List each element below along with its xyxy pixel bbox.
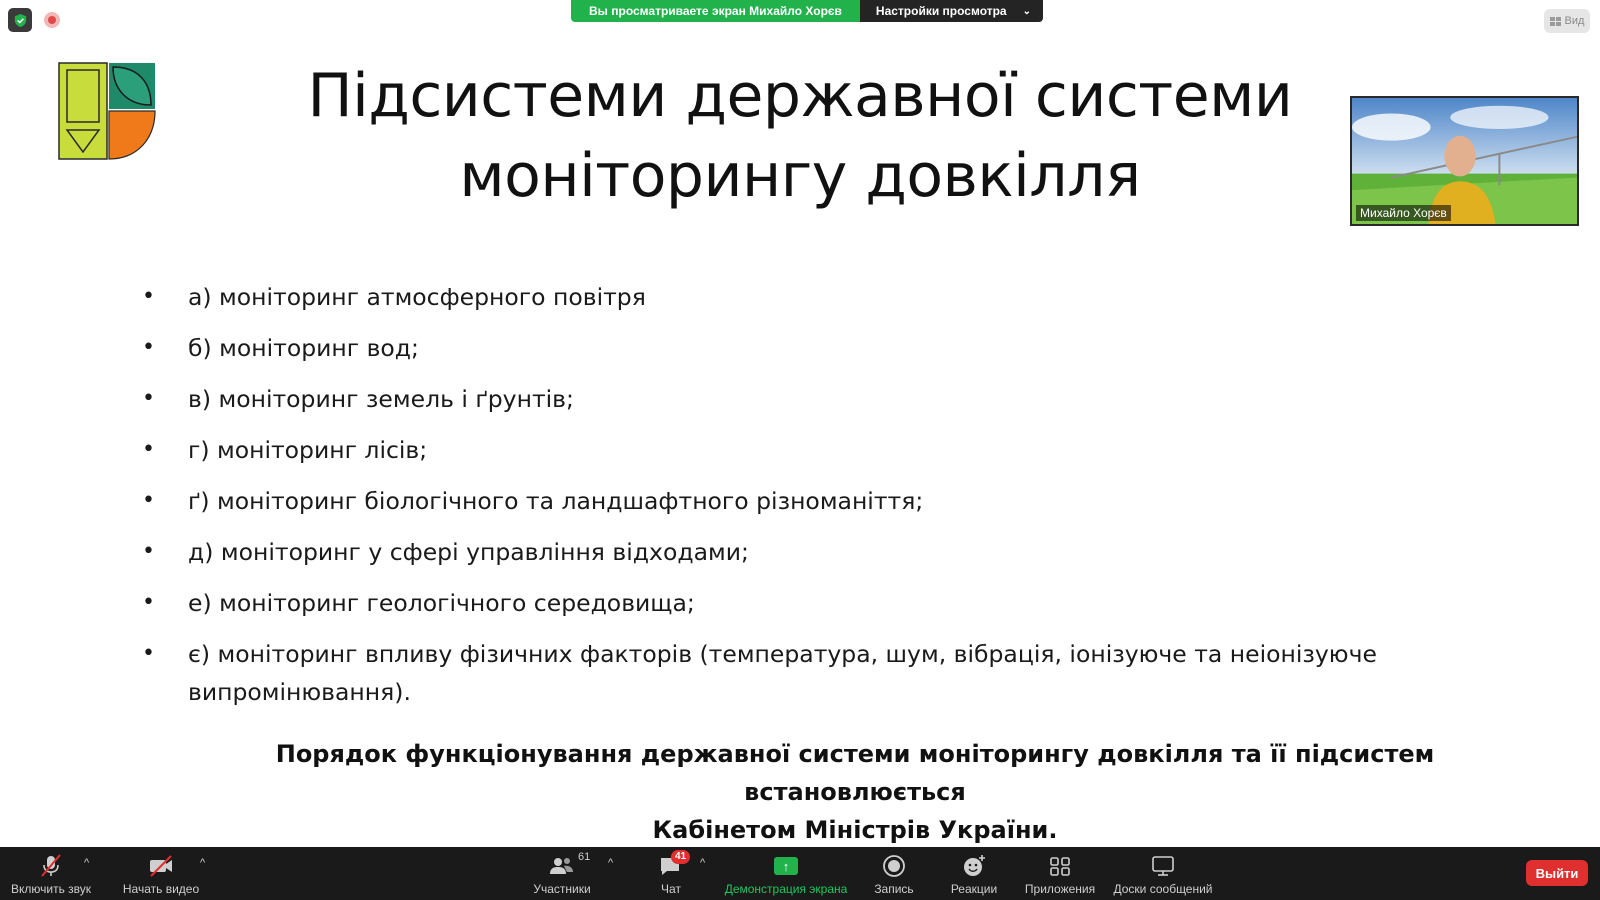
participants-count: 61 [578, 851, 591, 863]
recording-indicator-icon[interactable] [44, 12, 60, 28]
slide-title-line-1: Підсистеми державної системи [307, 61, 1293, 131]
start-video-label: Начать видео [122, 882, 200, 896]
chat-button[interactable] [650, 847, 692, 900]
participants-label: Участники [533, 882, 591, 896]
unmute-button[interactable] [8, 847, 94, 900]
apps-icon [1046, 853, 1074, 879]
participants-icon [548, 851, 591, 879]
view-button[interactable] [1544, 9, 1590, 33]
participants-button[interactable] [522, 847, 602, 900]
video-options-caret-icon[interactable]: ^ [200, 857, 206, 869]
view-options-label: Настройки просмотра [875, 4, 1007, 18]
list-item: • д) моніторинг у сфері управління відходами; [140, 533, 1420, 571]
whiteboard-icon [1149, 853, 1177, 879]
record-icon [880, 853, 908, 879]
meeting-toolbar [0, 847, 1600, 900]
grid-icon [1550, 17, 1561, 26]
unmute-label: Включить звук [10, 882, 92, 896]
slide-title-line-2: моніторингу довкілля [459, 141, 1141, 211]
list-item: • а) моніторинг атмосферного повітря [140, 278, 1420, 316]
chat-icon [657, 853, 685, 879]
record-button[interactable] [868, 847, 920, 900]
audio-options-caret-icon[interactable]: ^ [84, 857, 90, 869]
chat-unread-badge: 41 [671, 850, 690, 864]
record-label: Запись [874, 882, 914, 896]
share-screen-button[interactable] [722, 847, 850, 900]
list-item: • ґ) моніторинг біологічного та ландшафтного різноманіття; [140, 482, 1420, 520]
chat-label: Чат [661, 882, 681, 896]
share-screen-label: Демонстрация экрана [724, 882, 848, 896]
list-item: • в) моніторинг земель і ґрунтів; [140, 380, 1420, 418]
shield-icon[interactable] [8, 8, 32, 32]
apps-label: Приложения [1024, 882, 1096, 896]
microphone-muted-icon [37, 853, 65, 879]
screen-share-banner [571, 0, 1043, 22]
participants-options-caret-icon[interactable]: ^ [608, 857, 614, 869]
view-options-button[interactable] [860, 0, 1043, 22]
reactions-button[interactable] [944, 847, 1004, 900]
view-button-label: Вид [1564, 15, 1585, 27]
organization-logo [58, 62, 158, 162]
viewing-screen-label: Вы просматриваете экран Михайло Хорєв [571, 0, 860, 22]
list-item: • г) моніторинг лісів; [140, 431, 1420, 469]
subsystems-list [140, 278, 1420, 724]
camera-off-icon [147, 853, 175, 879]
footer-line-1: Порядок функціонування державної системи моніторингу довкілля та її підсистем встановлюється [275, 740, 1435, 806]
list-item: • е) моніторинг геологічного середовища; [140, 584, 1420, 622]
leave-meeting-button[interactable]: Выйти [1526, 860, 1588, 886]
apps-button[interactable] [1022, 847, 1098, 900]
slide-title [240, 56, 1360, 216]
chat-options-caret-icon[interactable]: ^ [700, 857, 706, 869]
participant-video-tile[interactable] [1350, 96, 1579, 226]
whiteboards-label: Доски сообщений [1113, 882, 1213, 896]
participant-name: Михайло Хорєв [1356, 205, 1451, 221]
whiteboards-button[interactable] [1110, 847, 1216, 900]
reactions-label: Реакции [950, 882, 998, 896]
start-video-button[interactable] [118, 847, 204, 900]
list-item: • є) моніторинг впливу фізичних факторів (температура, шум, вібрація, іонізуюче та неіонізуюче випромінювання). [140, 635, 1420, 711]
reactions-icon [960, 853, 988, 879]
slide-footer-note [200, 735, 1510, 849]
footer-line-2: Кабінетом Міністрів України. [652, 816, 1058, 844]
share-screen-icon: ↑ [772, 853, 800, 879]
chevron-down-icon: ⌄ [1022, 5, 1031, 17]
list-item: • б) моніторинг вод; [140, 329, 1420, 367]
